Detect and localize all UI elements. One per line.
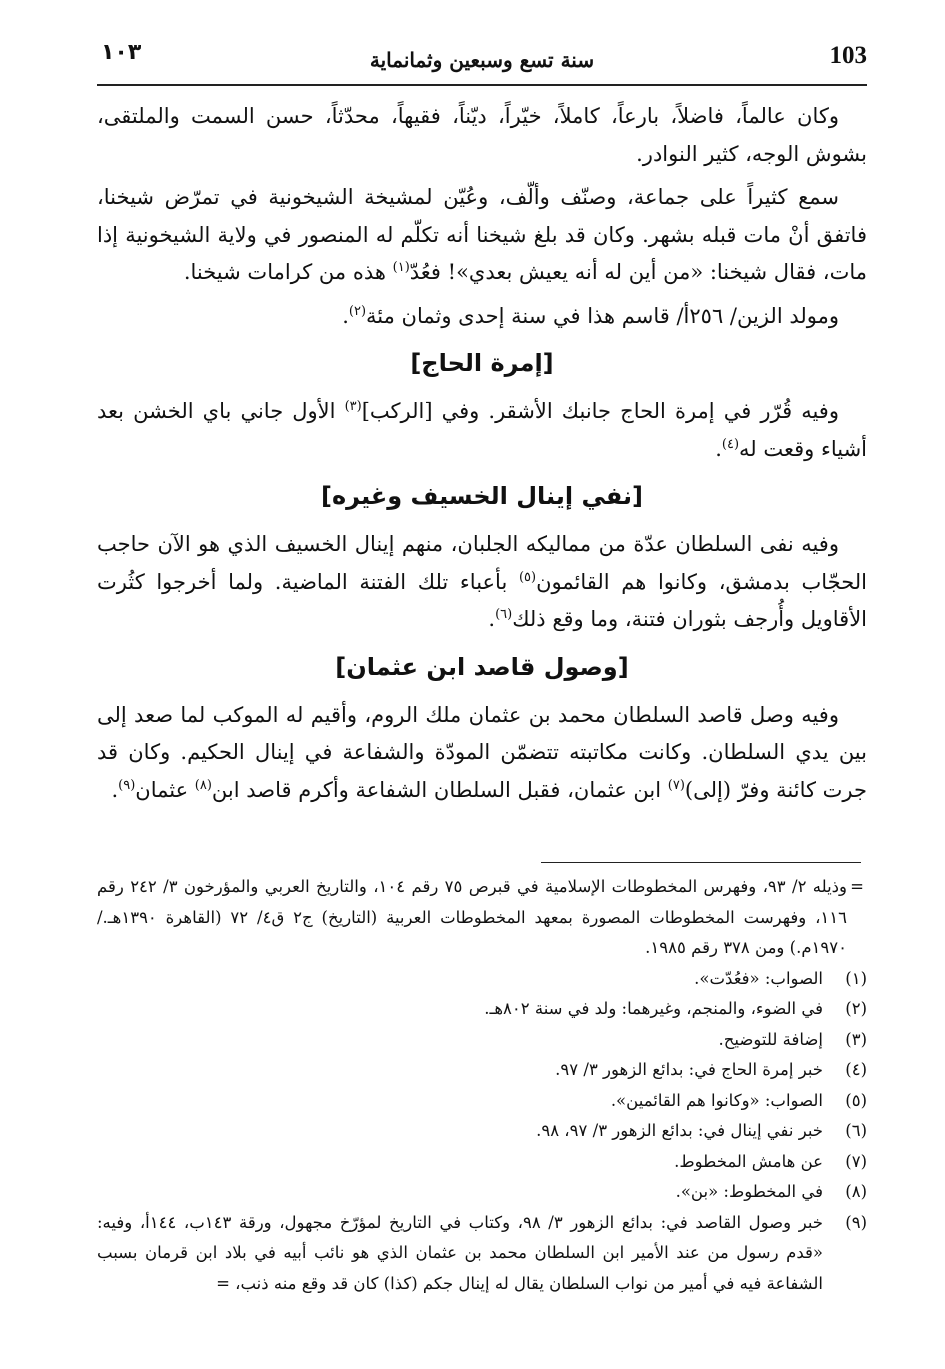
footnote-number: (٧) — [845, 1151, 867, 1171]
paragraph-6 — [97, 697, 867, 810]
footnote-text: في الضوء، والمنجم، وغيرهما: ولد في سنة ٨٠٢هـ. — [484, 999, 823, 1018]
footnote-7 — [97, 1147, 867, 1178]
footnote-text: خبر إمرة الحاج في: بدائع الزهور ٣/ ٩٧. — [555, 1060, 823, 1079]
page-number-arabic: ١٠٣ — [101, 40, 142, 65]
footnote-text: خبر نفي إينال في: بدائع الزهور ٣/ ٩٧، ٩٨. — [536, 1121, 823, 1140]
footnote-3 — [97, 1025, 867, 1056]
footnotes — [97, 872, 867, 1299]
footnote-2 — [97, 994, 867, 1025]
footnote-6 — [97, 1116, 867, 1147]
paragraph-6-text-b: ابن عثمان، فقبل السلطان الشفاعة وأكرم قاصد ابن — [211, 777, 668, 802]
footnote-separator — [541, 862, 861, 863]
footnote-ref-5: (٥) — [518, 569, 537, 585]
footnote-number: (٣) — [845, 1029, 867, 1049]
paragraph-2-text: سمع كثيراً على جماعة، وصنّف وألّف، وعُيّن لمشيخة الشيخونية في تمرّض شيخنا، فاتفق أنْ مات قبله بشهر. وكان قد بلغ شيخنا أنه تكلّم له المنصور في ولاية الشيخونية إذا مات، فقال شيخنا: «من أين له أنه يعيش بعدي»! فعُدّ — [97, 185, 867, 284]
paragraph-6-text-a: وفيه وصل قاصد السلطان محمد بن عثمان ملك الروم، وأقيم له الموكب لما صعد إلى بين يدي السلطان. وكانت مكاتبته تتضمّن المودّة والشفاعة في إينال الحكيم. وكان قد جرت كائنة وفرّ (إلى) — [97, 702, 867, 802]
paragraph-3-end: . — [342, 303, 349, 328]
page-header — [97, 40, 867, 86]
footnote-number: (٩) — [845, 1212, 867, 1232]
footnote-ref-3: (٣) — [344, 399, 362, 414]
continuation-mark: = — [850, 877, 864, 896]
footnote-continuation-text: وذيله ٢/ ٩٣، وفهرس المخطوطات الإسلامية في قبرص ٧٥ رقم ١٠٤، والتاريخ العربي والمؤرخون ٣/ ٢٤٢ رقم ١١٦، وفهرست المخطوطات المصورة بمعهد المخطوطات العربية (التاريخ) ج٢ ق٤/ ٧٢ (القاهرة ١٣٩٠هـ./ ١٩٧٠م.) ومن ٣٧٨ رقم ١٩٨٥. — [97, 877, 847, 957]
paragraph-3 — [97, 298, 867, 336]
footnote-ref-1: (١) — [392, 260, 410, 275]
footnote-ref-9: (٩) — [118, 777, 136, 793]
footnote-ref-6: (٦) — [495, 607, 513, 622]
paragraph-5-text-b: بأعباء تلك الفتنة الماضية. ولما أخرجوا كثُرت الأقاويل وأُرجف بثوران فتنة، وما وقع ذلك — [97, 569, 867, 631]
section-heading-exile: [نفي إينال الخسيف وغيره] — [321, 482, 643, 510]
footnote-continuation — [97, 872, 867, 964]
section-heading-hajj: [إمرة الحاج] — [410, 349, 554, 377]
footnote-1 — [97, 964, 867, 995]
footnote-5 — [97, 1086, 867, 1117]
footnote-text: إضافة للتوضيح. — [718, 1029, 823, 1049]
footnote-number: (١) — [845, 968, 867, 988]
section-heading-envoy: [وصول قاصد ابن عثمان] — [335, 652, 629, 681]
footnote-text: عن هامش المخطوط. — [674, 1151, 823, 1171]
footnote-text: خبر وصول القاصد في: بدائع الزهور ٣/ ٩٨، وكتاب في التاريخ لمؤرّخ مجهول، ورقة ١٤٣ب، ١٤٤أ، وفيه: «قدم رسول من عند الأمير ابن السلطان محمد بن عثمان الذي هو نائب أبيه في بلاد ابن قرمان بسبب الشفاعة فيه في أمير من نواب السلطان يقال له إينال جكم (كذا) كان قد وقع منه ذنب، = — [97, 1212, 823, 1293]
footnote-number: (٢) — [845, 999, 867, 1018]
footnote-text: الصواب: «وكانوا هم القائمين». — [610, 1090, 823, 1110]
running-title: سنة تسع وسبعين وثمانماية — [369, 48, 595, 72]
footnote-number: (٥) — [845, 1090, 867, 1110]
page-number-latin: 103 — [829, 42, 867, 69]
footnote-text: الصواب: «فعُدّت». — [694, 968, 823, 988]
footnote-ref-4: (٤) — [721, 436, 740, 452]
paragraph-6-end: . — [111, 777, 119, 802]
paragraph-1: وكان عالماً، فاضلاً، بارعاً، كاملاً، خيّراً، ديّناً، فقيهاً، محدّثاً، حسن السمت والملتقى، بشوش الوجه، كثير النوادر. — [97, 104, 867, 166]
paragraph-6-text-c: عثمان — [135, 777, 195, 802]
paragraph-5 — [97, 526, 867, 639]
footnote-number: (٦) — [845, 1121, 867, 1140]
main-text — [97, 98, 867, 815]
paragraph-2 — [97, 179, 867, 292]
paragraph-4-end: . — [715, 436, 722, 461]
footnote-9 — [97, 1208, 867, 1300]
footnote-number: (٤) — [845, 1060, 867, 1079]
footnote-4 — [97, 1055, 867, 1086]
paragraph-5-text-a: وفيه نفى السلطان عدّة من مماليكه الجلبان، منهم إينال الخسيف الذي هو الآن حاجب الحجّاب بدمشق، وكانوا هم القائمون — [97, 532, 868, 594]
paragraph-5-end: . — [488, 607, 496, 631]
footnote-8 — [97, 1177, 867, 1208]
paragraph-4-text-a: وفيه قُرّر في إمرة الحاج جانبك الأشقر. وفي [الركب] — [361, 399, 839, 423]
footnote-ref-7: (٧) — [667, 777, 685, 793]
footnote-ref-2: (٢) — [348, 303, 367, 319]
footnote-ref-8: (٨) — [194, 777, 212, 793]
paragraph-4 — [97, 393, 867, 468]
paragraph-2-end: هذه من كرامات شيخنا. — [183, 260, 393, 284]
footnote-number: (٨) — [845, 1182, 867, 1201]
footnote-text: في المخطوط: «بن». — [675, 1182, 823, 1201]
paragraph-4-text-b: الأول جاني باي الخشن بعد أشياء وقعت له — [97, 399, 867, 461]
paragraph-3-text: ومولد الزين/ ٢٥٦أ/ قاسم هذا في سنة إحدى وثمان مئة — [366, 303, 839, 328]
